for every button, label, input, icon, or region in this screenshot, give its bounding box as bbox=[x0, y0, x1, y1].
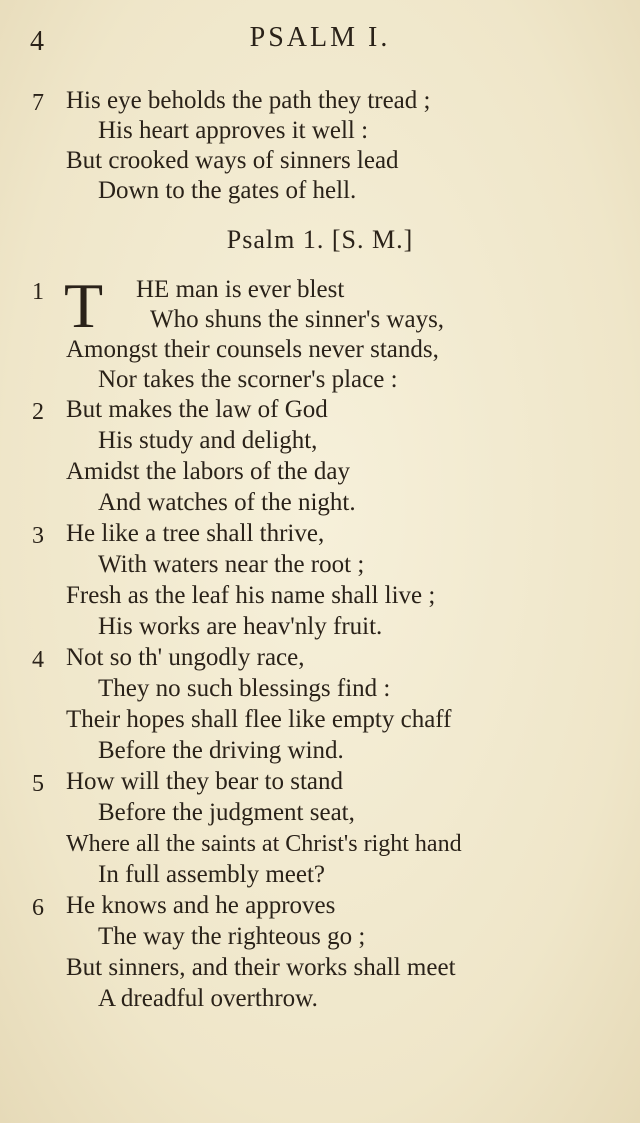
verse-line: Who shuns the sinner's ways, bbox=[150, 306, 445, 333]
verse-number: 6 bbox=[32, 895, 44, 921]
drop-cap-initial: T bbox=[64, 270, 104, 341]
verse-line: He like a tree shall thrive, bbox=[66, 520, 325, 547]
psalm-heading: Psalm 1. [S. M.] bbox=[226, 225, 414, 254]
verse-line: Amidst the labors of the day bbox=[66, 458, 350, 485]
verse-line: A dreadful overthrow. bbox=[98, 985, 318, 1012]
verse-line: How will they bear to stand bbox=[66, 768, 344, 795]
verse-number: 4 bbox=[32, 647, 44, 673]
verse-line: Not so th' ungodly race, bbox=[66, 644, 305, 671]
verse-line: The way the righteous go ; bbox=[98, 923, 366, 950]
verse-line: His eye beholds the path they tread ; bbox=[66, 87, 431, 114]
verse-line: They no such blessings find : bbox=[98, 675, 391, 702]
verse-line: With waters near the root ; bbox=[98, 551, 365, 578]
verse-line: But makes the law of God bbox=[66, 396, 328, 423]
page-number: 4 bbox=[30, 26, 44, 57]
verse-line: His works are heav'nly fruit. bbox=[98, 613, 383, 640]
verse-line: But crooked ways of sinners lead bbox=[66, 147, 399, 174]
verse-number: 3 bbox=[32, 523, 44, 549]
verse-line: Before the judgment seat, bbox=[98, 799, 355, 826]
running-title: PSALM I. bbox=[249, 22, 391, 53]
verse-line: Fresh as the leaf his name shall live ; bbox=[66, 582, 436, 609]
verse-line: HE man is ever blest bbox=[136, 276, 345, 303]
verse-line: And watches of the night. bbox=[98, 489, 356, 516]
verse-number: 7 bbox=[32, 90, 44, 116]
verse-number: 2 bbox=[32, 399, 44, 425]
verse-line: Before the driving wind. bbox=[98, 737, 344, 764]
verse-line: Nor takes the scorner's place : bbox=[98, 366, 398, 393]
verse-line: Their hopes shall flee like empty chaff bbox=[66, 706, 452, 733]
verse-line: Amongst their counsels never stands, bbox=[66, 336, 439, 363]
verse-line: But sinners, and their works shall meet bbox=[66, 954, 456, 981]
verse-number: 1 bbox=[32, 279, 44, 305]
verse-line: His heart approves it well : bbox=[98, 117, 369, 144]
verse-number: 5 bbox=[32, 771, 44, 797]
verse-line: His study and delight, bbox=[98, 427, 318, 454]
verse-line: He knows and he approves bbox=[66, 892, 336, 919]
verse-line: Where all the saints at Christ's right hand bbox=[66, 831, 462, 857]
verse-line: Down to the gates of hell. bbox=[98, 177, 357, 204]
verse-line: In full assembly meet? bbox=[98, 861, 326, 888]
